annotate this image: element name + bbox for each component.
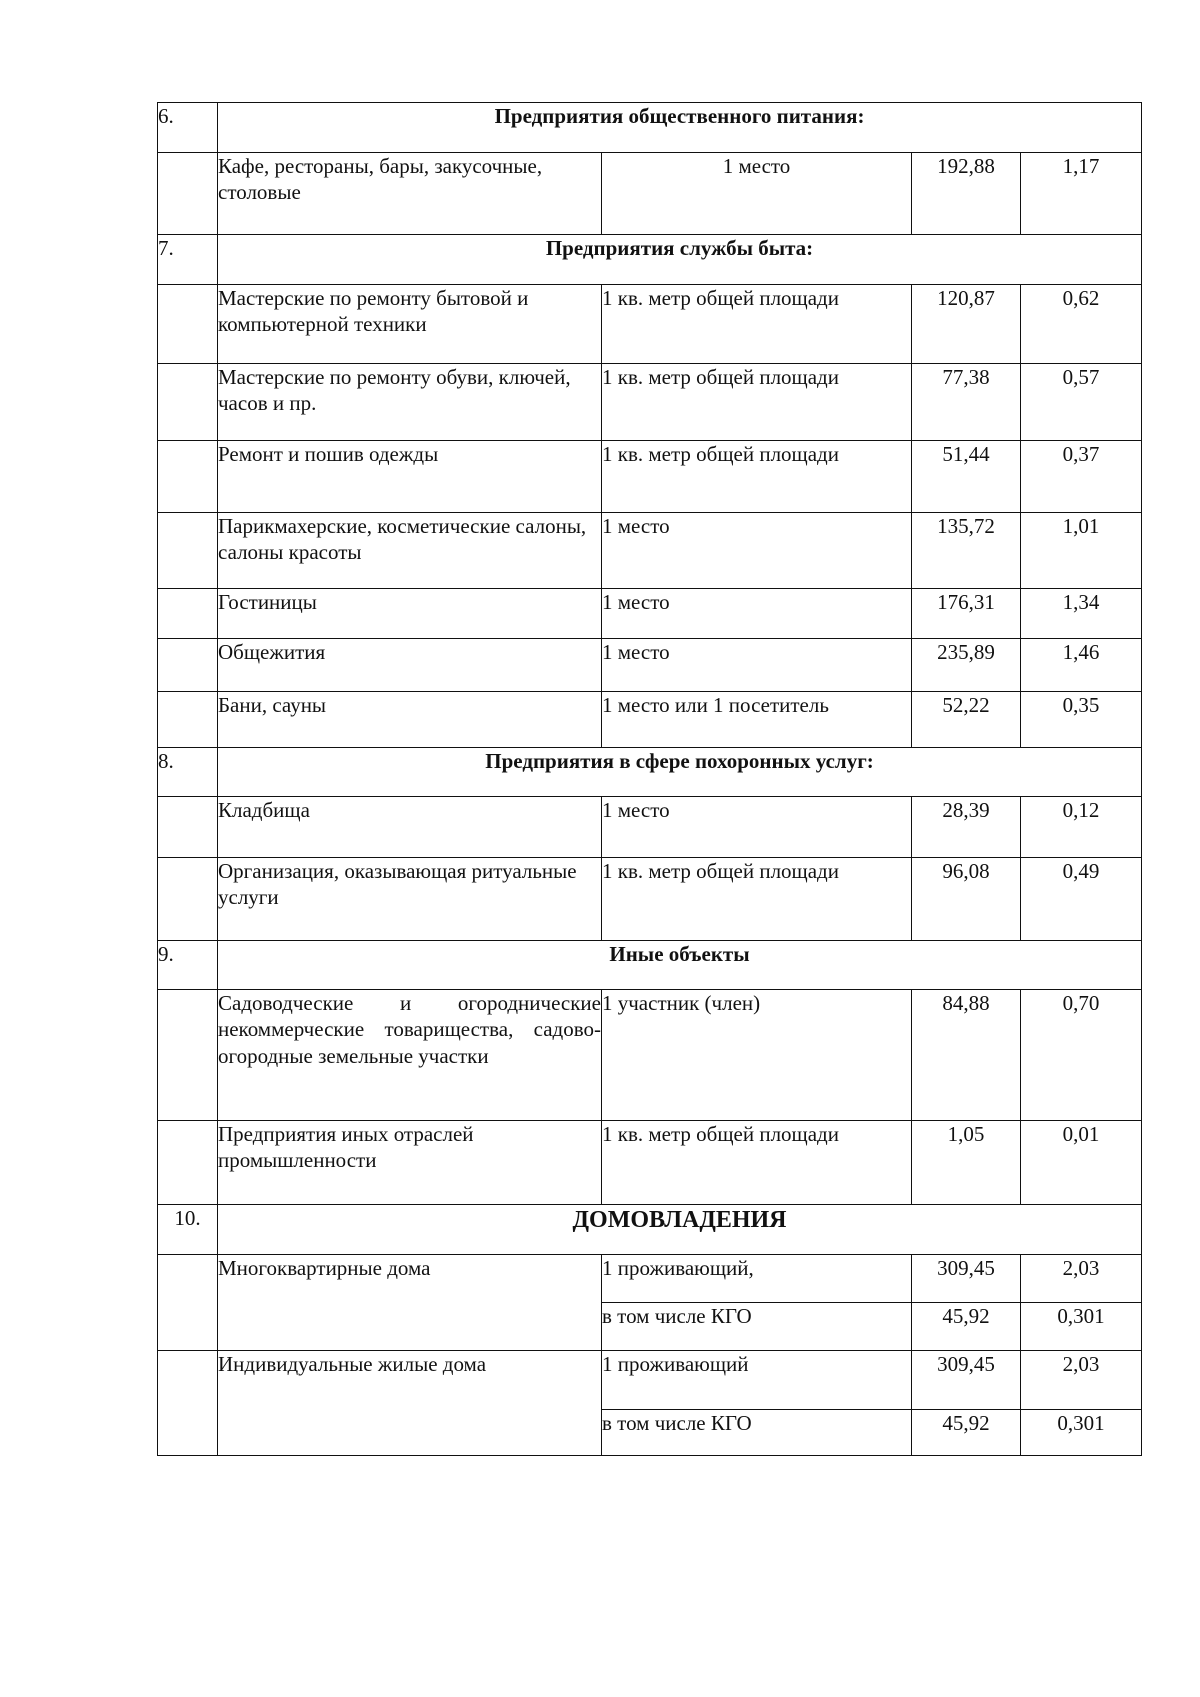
unit-cell: 1 кв. метр общей площади	[602, 1121, 912, 1205]
value-cell: 1,34	[1021, 589, 1142, 639]
empty-number-cell	[158, 1255, 218, 1351]
object-name: Кладбища	[218, 797, 602, 858]
table-row	[158, 364, 1142, 441]
value-cell: 309,45	[912, 1255, 1021, 1303]
value-cell: 2,03	[1021, 1351, 1142, 1410]
object-name: Индивидуальные жилые дома	[218, 1351, 602, 1456]
value-cell: 0,35	[1021, 692, 1142, 748]
object-name: Бани, сауны	[218, 692, 602, 748]
unit-cell: 1 кв. метр общей площади	[602, 441, 912, 513]
table-row	[158, 1351, 1142, 1410]
empty-number-cell	[158, 364, 218, 441]
table-row	[158, 990, 1142, 1121]
unit-cell: 1 место	[602, 589, 912, 639]
value-cell: 120,87	[912, 285, 1021, 364]
value-cell: 0,57	[1021, 364, 1142, 441]
empty-number-cell	[158, 589, 218, 639]
value-cell: 52,22	[912, 692, 1021, 748]
value-cell: 45,92	[912, 1303, 1021, 1351]
unit-cell: 1 проживающий	[602, 1351, 912, 1410]
table-row	[158, 1255, 1142, 1303]
empty-number-cell	[158, 1121, 218, 1205]
object-name: Общежития	[218, 639, 602, 692]
object-name: Парикмахерские, косметические салоны, салоны красоты	[218, 513, 602, 589]
table-row	[158, 797, 1142, 858]
table-row	[158, 1121, 1142, 1205]
unit-cell: 1 место	[602, 639, 912, 692]
empty-number-cell	[158, 692, 218, 748]
value-cell: 309,45	[912, 1351, 1021, 1410]
value-cell: 2,03	[1021, 1255, 1142, 1303]
unit-cell: в том числе КГО	[602, 1303, 912, 1351]
value-cell: 1,01	[1021, 513, 1142, 589]
empty-number-cell	[158, 858, 218, 941]
unit-cell: в том числе КГО	[602, 1410, 912, 1456]
value-cell: 192,88	[912, 153, 1021, 235]
object-name: Гостиницы	[218, 589, 602, 639]
object-name: Организация, оказывающая ритуальные услуги	[218, 858, 602, 941]
value-cell: 0,301	[1021, 1410, 1142, 1456]
table-row	[158, 513, 1142, 589]
empty-number-cell	[158, 797, 218, 858]
section-number: 8.	[158, 748, 218, 797]
empty-number-cell	[158, 513, 218, 589]
value-cell: 45,92	[912, 1410, 1021, 1456]
value-cell: 0,12	[1021, 797, 1142, 858]
value-cell: 0,301	[1021, 1303, 1142, 1351]
section-header-row	[158, 235, 1142, 285]
value-cell: 1,46	[1021, 639, 1142, 692]
table-row	[158, 441, 1142, 513]
value-cell: 0,37	[1021, 441, 1142, 513]
table-row	[158, 153, 1142, 235]
section-number: 9.	[158, 941, 218, 990]
section-title: Предприятия общественного питания:	[218, 103, 1142, 153]
unit-cell: 1 место или 1 посетитель	[602, 692, 912, 748]
unit-cell: 1 проживающий,	[602, 1255, 912, 1303]
empty-number-cell	[158, 990, 218, 1121]
section-number: 7.	[158, 235, 218, 285]
unit-cell: 1 кв. метр общей площади	[602, 364, 912, 441]
section-header-row	[158, 103, 1142, 153]
section-number: 10.	[158, 1205, 218, 1255]
unit-cell: 1 кв. метр общей площади	[602, 285, 912, 364]
table-row	[158, 639, 1142, 692]
empty-number-cell	[158, 1351, 218, 1456]
object-name: Садоводческие и огороднические некоммерческие товарищества, садово-огородные земельные участки	[218, 990, 602, 1121]
value-cell: 235,89	[912, 639, 1021, 692]
object-name: Мастерские по ремонту бытовой и компьютерной техники	[218, 285, 602, 364]
section-title: Иные объекты	[218, 941, 1142, 990]
value-cell: 1,17	[1021, 153, 1142, 235]
section-header-row	[158, 748, 1142, 797]
section-title: Предприятия в сфере похоронных услуг:	[218, 748, 1142, 797]
unit-cell: 1 кв. метр общей площади	[602, 858, 912, 941]
section-header-row	[158, 1205, 1142, 1255]
unit-cell: 1 участник (член)	[602, 990, 912, 1121]
object-name: Кафе, рестораны, бары, закусочные, столовые	[218, 153, 602, 235]
table-row	[158, 589, 1142, 639]
table-row	[158, 285, 1142, 364]
value-cell: 84,88	[912, 990, 1021, 1121]
value-cell: 135,72	[912, 513, 1021, 589]
object-name: Предприятия иных отраслей промышленности	[218, 1121, 602, 1205]
empty-number-cell	[158, 441, 218, 513]
table-row	[158, 692, 1142, 748]
object-name: Многоквартирные дома	[218, 1255, 602, 1351]
value-cell: 51,44	[912, 441, 1021, 513]
value-cell: 176,31	[912, 589, 1021, 639]
value-cell: 1,05	[912, 1121, 1021, 1205]
unit-cell: 1 место	[602, 797, 912, 858]
empty-number-cell	[158, 153, 218, 235]
object-name: Мастерские по ремонту обуви, ключей, часов и пр.	[218, 364, 602, 441]
object-name: Ремонт и пошив одежды	[218, 441, 602, 513]
norms-table	[157, 102, 1142, 1456]
value-cell: 96,08	[912, 858, 1021, 941]
value-cell: 0,62	[1021, 285, 1142, 364]
value-cell: 0,01	[1021, 1121, 1142, 1205]
section-title: Предприятия службы быта:	[218, 235, 1142, 285]
value-cell: 0,49	[1021, 858, 1142, 941]
value-cell: 0,70	[1021, 990, 1142, 1121]
value-cell: 28,39	[912, 797, 1021, 858]
table-row	[158, 858, 1142, 941]
empty-number-cell	[158, 285, 218, 364]
section-title: ДОМОВЛАДЕНИЯ	[218, 1205, 1142, 1255]
value-cell: 77,38	[912, 364, 1021, 441]
unit-cell: 1 место	[602, 153, 912, 235]
unit-cell: 1 место	[602, 513, 912, 589]
empty-number-cell	[158, 639, 218, 692]
section-header-row	[158, 941, 1142, 990]
section-number: 6.	[158, 103, 218, 153]
